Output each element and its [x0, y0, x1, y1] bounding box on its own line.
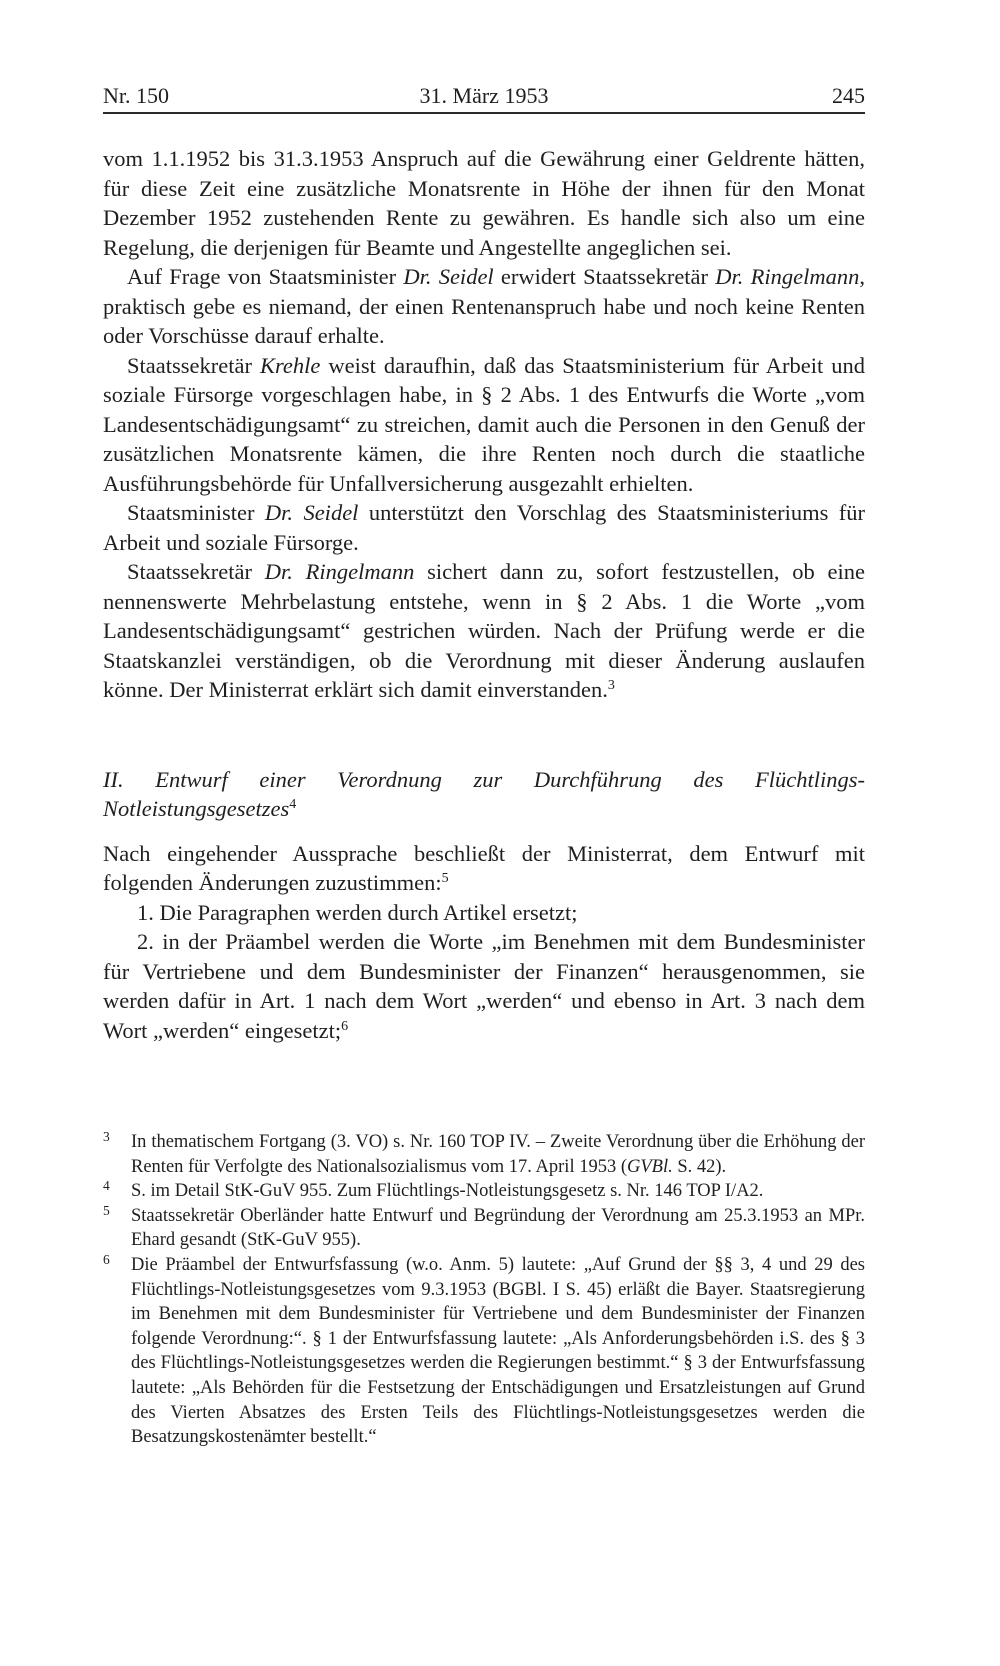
text-run: weist daraufhin, daß das Staatsministerium für Arbeit und soziale Fürsorge vorgeschlagen habe, in § 2 Abs. 1 des Entwurfs die Worte „vom Landesentschädigungsamt“ zu streichen, damit auch die Personen in den Genuß der zusätzlichen Monatsrente kämen, die ihre Renten noch durch die staatliche Ausführungsbehörde für Unfallversicherung ausgezahlt erhielten.	[103, 352, 865, 496]
footnote: 4 S. im Detail StK-GuV 955. Zum Flüchtlings-Notleistungsgesetz s. Nr. 146 TOP I/A2.	[103, 1178, 764, 1202]
text-run: , praktisch gebe es niemand, der einen Rentenanspruch habe und noch keine Renten oder Vorschüsse darauf erhalte.	[103, 264, 865, 348]
text-run: Staatssekretär	[127, 559, 265, 584]
paragraph	[103, 557, 865, 705]
emphasized-text: II. Entwurf einer Verordnung zur Durchführung des Flüchtlings-Notleistungsgesetzes	[103, 766, 865, 821]
body-text	[103, 144, 865, 1045]
footnote: 5 Staatssekretär Oberländer hatte Entwurf und Begründung der Verordnung am 25.3.1953 an MPr. Ehard gesandt (StK-GuV 955).	[103, 1202, 865, 1251]
text-run: S. im Detail StK-GuV 955. Zum Flüchtlings-Notleistungsgesetz s. Nr. 146 TOP I/A2.	[131, 1181, 764, 1202]
header-rule	[103, 112, 865, 114]
paragraph	[103, 839, 865, 898]
paragraph	[103, 262, 865, 351]
text-run: 2. in der Präambel werden die Worte „im Benehmen mit dem Bundesminister für Vertriebene und dem Bundesminister der Finanzen“ herausgenommen, sie werden dafür in Art. 1 nach dem Wort „werden“ und ebenso in Art. 3 nach dem Wort „werden“ eingesetzt;	[103, 929, 865, 1043]
footnote: 3 In thematischem Fortgang (3. VO) s. Nr. 160 TOP IV. – Zweite Verordnung über die Erhöhung der Renten für Verfolgte des Nationalsozialismus vom 17. April 1953 (GVBl. S. 42).	[103, 1129, 865, 1177]
document-number: Nr. 150	[103, 83, 169, 108]
text-run: Die Präambel der Entwurfsfassung (w.o. Anm. 5) lautete: „Auf Grund der §§ 3, 4 und 29 des Flüchtlings-Notleistungsgesetzes vom 9.3.1953 (BGBl. I S. 45) erläßt die Bayer. Staatsregierung im Benehmen mit dem Bundesminister für Vertriebene und dem Bundesminister der Finanzen folgende Verordnung:“. § 1 der Entwurfsfassung lautete: „Als Anforderungsbehörden i.S. des § 3 des Flüchtlings-Notleistungsgesetzes werden die Regierungen bestimmt.“ § 3 der Entwurfsfassung lautete: „Als Behörden für die Festsetzung der Entschädigungen und Ersatzleistungen auf Grund des Vierten Absatzes des Ersten Teils des Flüchtlings-Notleistungsgesetzes werden die Besatzungskostenämter bestellt.“	[131, 1254, 865, 1448]
footnote-reference: 5	[441, 871, 449, 886]
footnotes	[103, 1130, 865, 1450]
footnote: 6 Die Präambel der Entwurfsfassung (w.o. Anm. 5) lautete: „Auf Grund der §§ 3, 4 und 29 des Flüchtlings-Notleistungsgesetzes vom 9.3.1953 (BGBl. I S. 45) erläßt die Bayer. Staatsregierung im Benehmen mit dem Bundesminister für Vertriebene und dem Bundesminister der Finanzen folgende Verordnung:“. § 1 der Entwurfsfassung lautete: „Als Anforderungsbehörden i.S. des § 3 des Flüchtlings-Notleistungsgesetzes werden die Regierungen bestimmt.“ § 3 der Entwurfsfassung lautete: „Als Behörden für die Festsetzung der Entschädigungen und Ersatzleistungen auf Grund des Vierten Absatzes des Ersten Teils des Flüchtlings-Notleistungsgesetzes werden die Besatzungskostenämter bestellt.“	[103, 1251, 865, 1448]
text-run: Staatssekretär Oberländer hatte Entwurf und Begründung der Verordnung am 25.3.1953 an MPr. Ehard gesandt (StK-GuV 955).	[131, 1205, 865, 1251]
text-run: Staatsminister	[127, 500, 265, 525]
page-number: 245	[832, 83, 865, 108]
emphasized-text: Dr. Seidel	[264, 500, 359, 525]
section-heading	[103, 765, 865, 824]
text-run: Nach eingehender Aussprache beschließt der Ministerrat, dem Entwurf mit folgenden Änderungen zuzustimmen:	[103, 840, 865, 895]
text-run: 1. Die Paragraphen werden durch Artikel ersetzt;	[137, 899, 578, 925]
paragraph	[103, 351, 865, 499]
emphasized-text: GVBl.	[627, 1156, 673, 1177]
list-item	[103, 927, 865, 1045]
list-item	[103, 898, 865, 928]
text-run: sichert dann zu, sofort festzustellen, ob eine nennenswerte Mehrbelastung entstehe, wenn in § 2 Abs. 1 die Worte „vom Landesentschädigungsamt“ gestrichen würden. Nach der Prüfung werde er die Staatskanzlei verständigen, ob die Verordnung mit dieser Änderung auslaufen könne. Der Ministerrat erklärt sich damit einverstanden.	[103, 559, 865, 702]
text-run: unterstützt den Vorschlag des Staatsministeriums für Arbeit und soziale Fürsorge.	[103, 500, 865, 555]
emphasized-text: Dr. Ringelmann	[715, 264, 860, 289]
paragraph	[103, 144, 865, 262]
text-run: erwidert Staatssekretär	[493, 264, 716, 289]
emphasized-text: Krehle	[259, 352, 321, 378]
footnote-reference: 4	[289, 797, 297, 812]
text-run: In thematischem Fortgang (3. VO) s. Nr. 160 TOP IV. – Zweite Verordnung über die Erhöhung der Renten für Verfolgte des Nationalsozialismus vom 17. April 1953 (	[131, 1132, 865, 1177]
text-run: Auf Frage von Staatsminister	[127, 264, 404, 289]
footnote-reference: 3	[607, 678, 615, 693]
text-run: vom 1.1.1952 bis 31.3.1953 Anspruch auf die Gewährung einer Geldrente hätten, für diese Zeit eine zusätzliche Monatsrente in Höhe der ihnen für den Monat Dezember 1952 zustehenden Rente zu gewähren. Es handle sich also um eine Regelung, die derjenigen für Beamte und Angestellte angeglichen sei.	[103, 146, 865, 260]
footnote-reference: 6	[341, 1018, 349, 1034]
page-header	[103, 83, 865, 109]
session-date: 31. März 1953	[419, 83, 549, 108]
emphasized-text: Dr. Ringelmann	[264, 559, 415, 584]
text-run: S. 42).	[672, 1156, 727, 1177]
text-run: Staatssekretär	[127, 352, 260, 378]
paragraph	[103, 498, 865, 557]
emphasized-text: Dr. Seidel	[403, 264, 494, 289]
